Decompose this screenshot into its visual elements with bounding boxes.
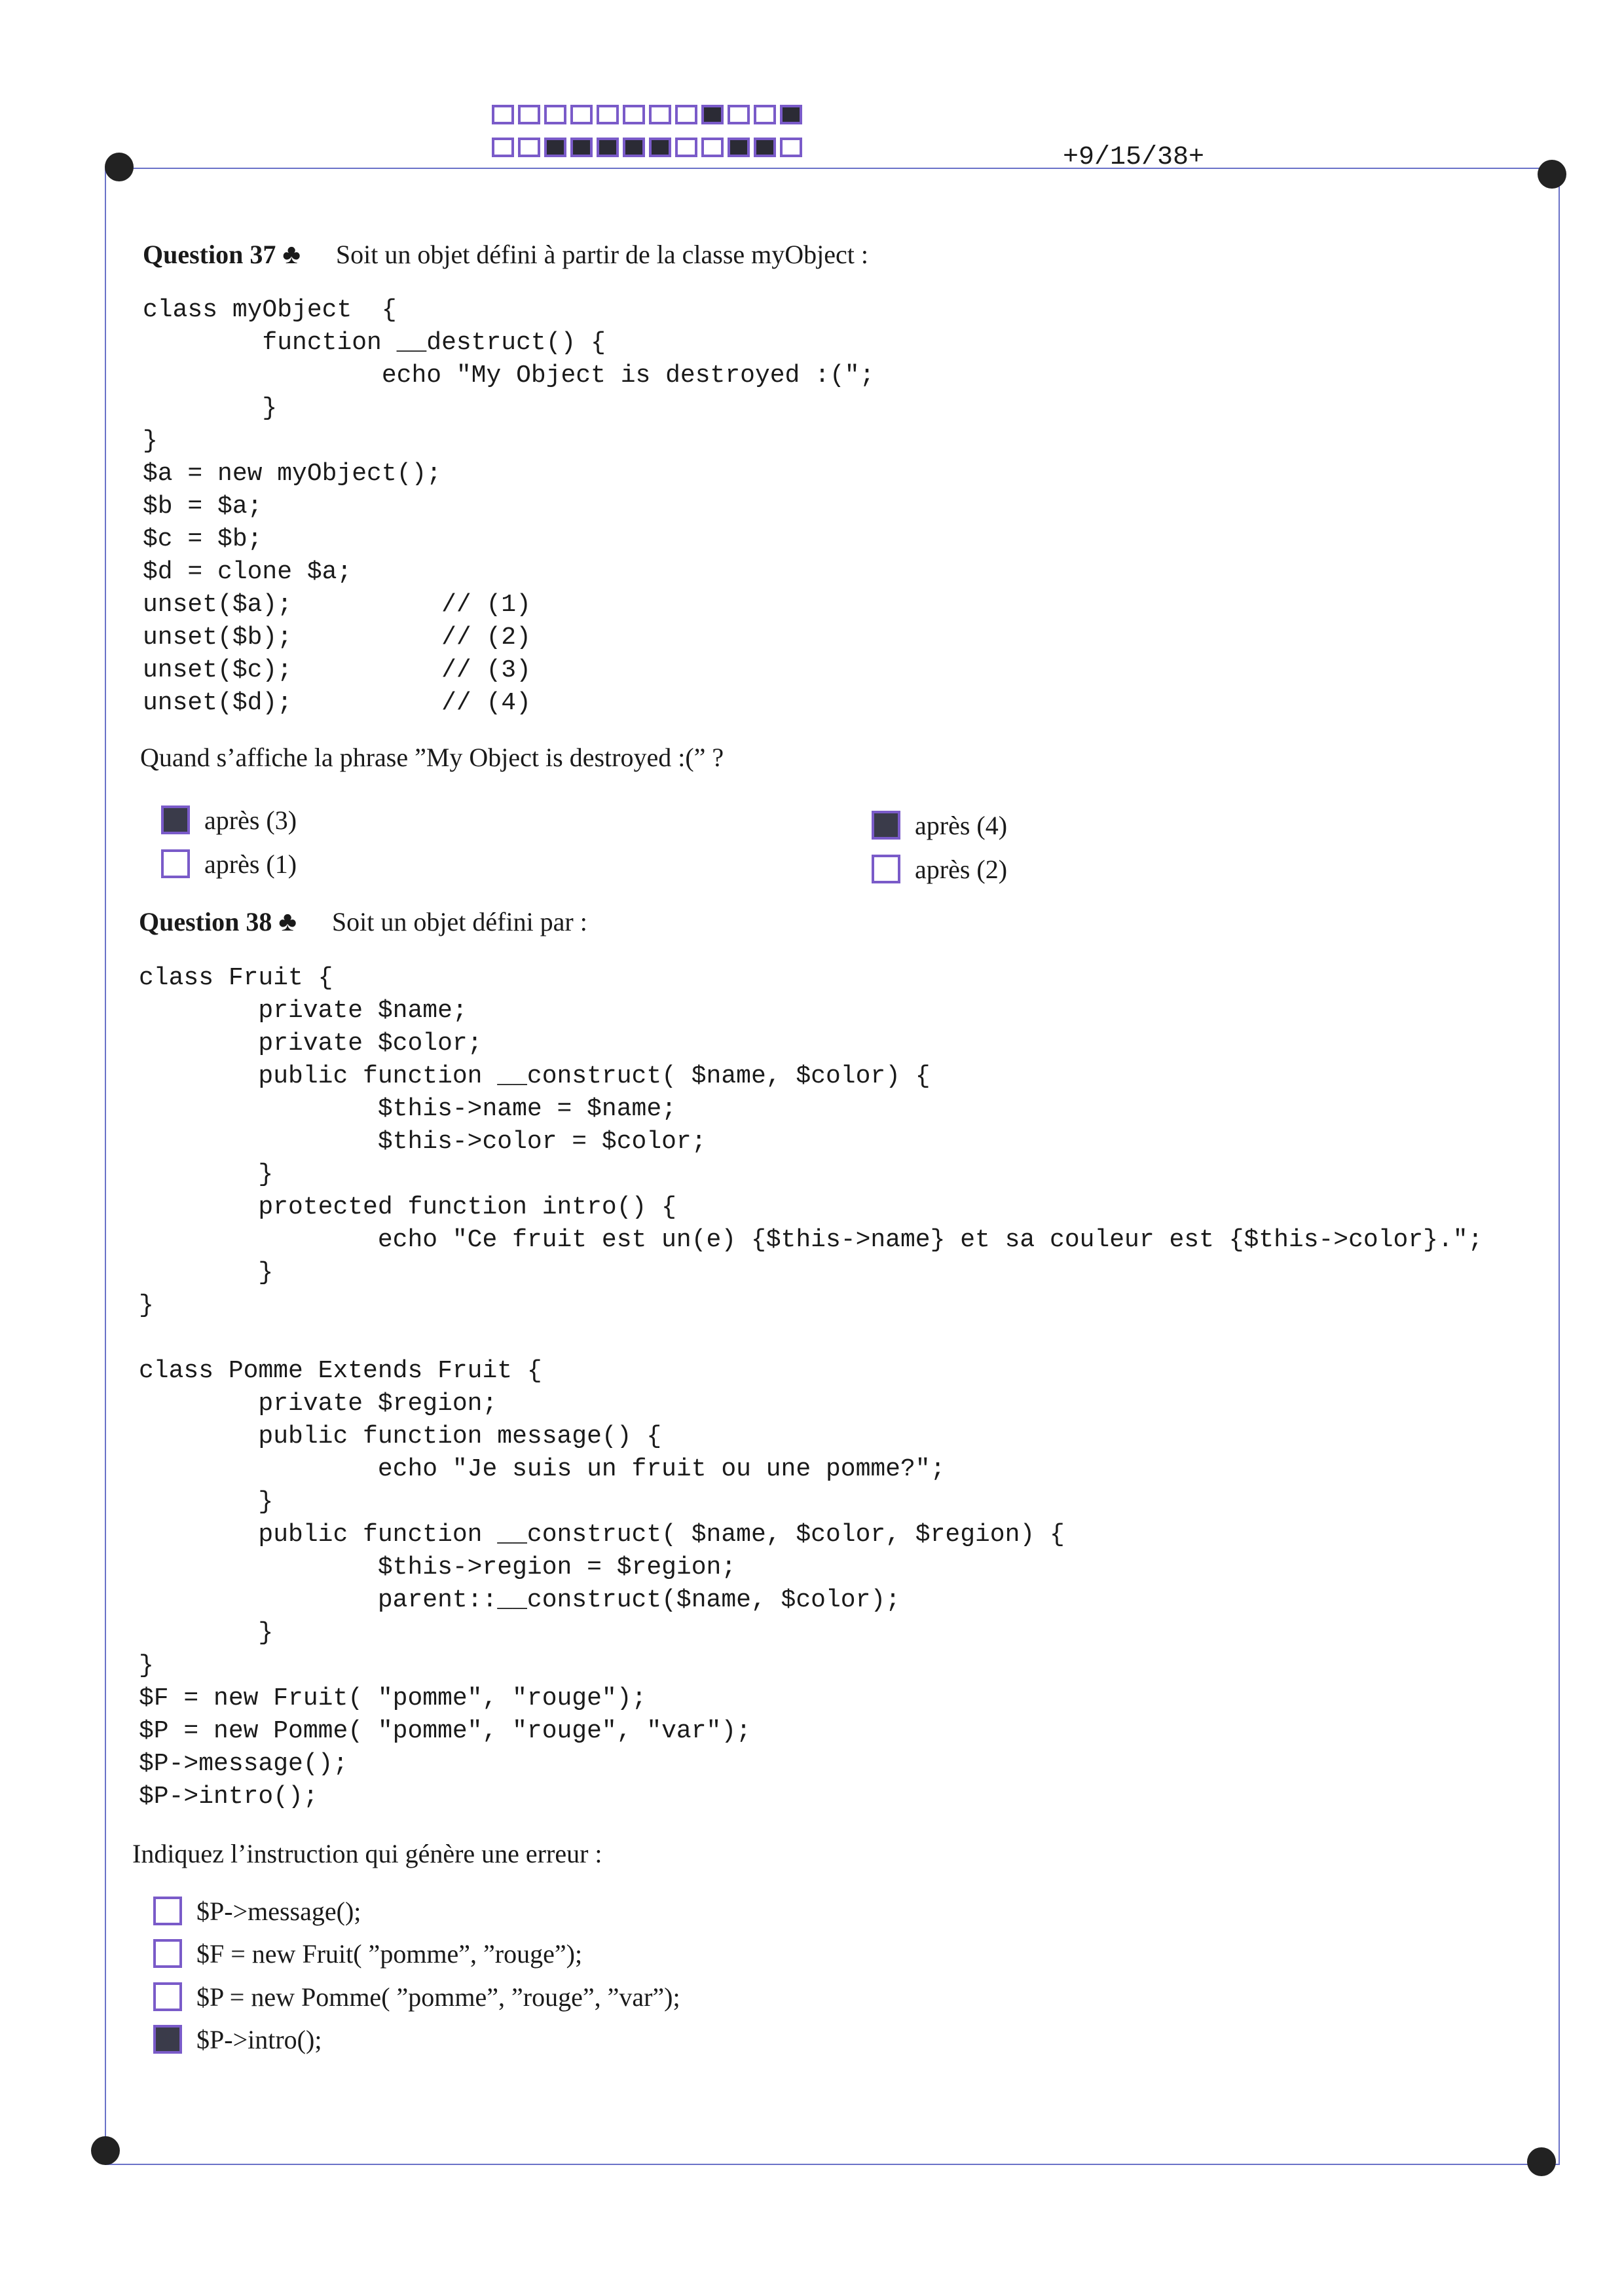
q38-answer-1-checkbox[interactable]	[153, 1897, 182, 1925]
id-code-cell	[597, 138, 619, 157]
corner-mark-bottom-right	[1527, 2147, 1556, 2176]
id-code-cell	[701, 105, 724, 124]
id-code-cell	[728, 105, 750, 124]
corner-mark-bottom-left	[91, 2136, 120, 2165]
id-code-cell	[597, 105, 619, 124]
id-code-cell	[754, 105, 776, 124]
id-code-row-1	[492, 105, 806, 124]
q38-answer-3[interactable]	[153, 1980, 680, 2014]
id-code-cell	[570, 105, 593, 124]
q37-label: Question 37	[143, 240, 276, 269]
q37-answer-1[interactable]	[161, 803, 297, 837]
id-code-cell	[649, 105, 671, 124]
q38-answer-1-label: $P->message();	[196, 1896, 361, 1926]
q37-answer-1-checkbox[interactable]	[161, 805, 190, 834]
q38-answer-3-checkbox[interactable]	[153, 1982, 182, 2011]
corner-mark-top-left	[105, 153, 134, 181]
id-code-cell	[492, 138, 514, 157]
corner-mark-top-right	[1538, 160, 1566, 189]
id-code-cell	[675, 105, 697, 124]
club-icon: ♣	[278, 907, 297, 937]
q37-answer-3-label: après (4)	[915, 810, 1008, 840]
q37-answer-2-checkbox[interactable]	[161, 849, 190, 878]
q38-text: Soit un objet défini par :	[331, 907, 587, 936]
q38-answer-2-checkbox[interactable]	[153, 1939, 182, 1968]
q37-answer-4-label: après (2)	[915, 854, 1008, 884]
id-code-cell	[780, 138, 802, 157]
id-code-cell	[701, 138, 724, 157]
q38-code: class Fruit { private $name; private $color; public function __construct( $name, $color) { $this->name = $name; $this->color = $color; } protected function intro() { echo "Ce fruit est un(e) {$this->name} et sa couleur est {$this->color}."; } } class Pomme Extends Fruit { private $region; public function message() { echo "Je suis un fruit ou une pomme?"; } public function __construct( $name, $color, $region) { $this->region = $region; parent::__construct($name, $color); } } $F = new Fruit( "pomme", "rouge"); $P = new Pomme( "pomme", "rouge", "var"); $P->message(); $P->intro();	[139, 964, 1483, 1811]
q38-answer-2[interactable]	[153, 1936, 582, 1971]
id-code-cell	[780, 105, 802, 124]
id-code-cell	[649, 138, 671, 157]
q37-answer-2-label: après (1)	[204, 849, 297, 879]
q37-heading	[143, 239, 868, 270]
q38-prompt: Indiquez l’instruction qui génère une erreur :	[132, 1839, 602, 1868]
id-code-cell	[675, 138, 697, 157]
id-code-cell	[518, 138, 540, 157]
q37-answer-3-checkbox[interactable]	[872, 811, 900, 840]
id-code-cell	[570, 138, 593, 157]
id-code-cell	[754, 138, 776, 157]
id-code-cell	[623, 105, 645, 124]
q38-answer-4-label: $P->intro();	[196, 2024, 322, 2054]
q37-prompt: Quand s’affiche la phrase ”My Object is destroyed :(” ?	[140, 743, 724, 772]
q37-answer-1-label: après (3)	[204, 805, 297, 835]
id-code-cell	[544, 105, 566, 124]
id-code-cell	[518, 105, 540, 124]
q37-answer-3[interactable]	[872, 808, 1007, 842]
club-icon: ♣	[282, 240, 301, 270]
q38-answer-1[interactable]	[153, 1894, 361, 1928]
q37-answer-4-checkbox[interactable]	[872, 855, 900, 883]
id-code-cell	[544, 138, 566, 157]
page-id: +9/15/38+	[1063, 143, 1205, 172]
q37-code: class myObject { function __destruct() { echo "My Object is destroyed :("; } } $a = new myObject(); $b = $a; $c = $b; $d = clone $a; unset($a); // (1) unset($b); // (2) unset($c); // (3) unset($d); // (4)	[143, 296, 875, 717]
q37-answer-2[interactable]	[161, 847, 297, 881]
id-code-cell	[492, 105, 514, 124]
q37-answer-4[interactable]	[872, 852, 1007, 886]
q38-heading	[139, 906, 587, 938]
q38-label: Question 38	[139, 907, 272, 936]
id-code-cell	[728, 138, 750, 157]
q38-answer-4-checkbox[interactable]	[153, 2025, 182, 2054]
id-code-cell	[623, 138, 645, 157]
q38-answer-3-label: $P = new Pomme( ”pomme”, ”rouge”, ”var”);	[196, 1982, 680, 2012]
q38-answer-2-label: $F = new Fruit( ”pomme”, ”rouge”);	[196, 1938, 583, 1969]
q38-answer-4[interactable]	[153, 2022, 322, 2056]
q37-text: Soit un objet défini à partir de la classe myObject :	[335, 240, 869, 269]
id-code-row-2	[492, 138, 806, 157]
